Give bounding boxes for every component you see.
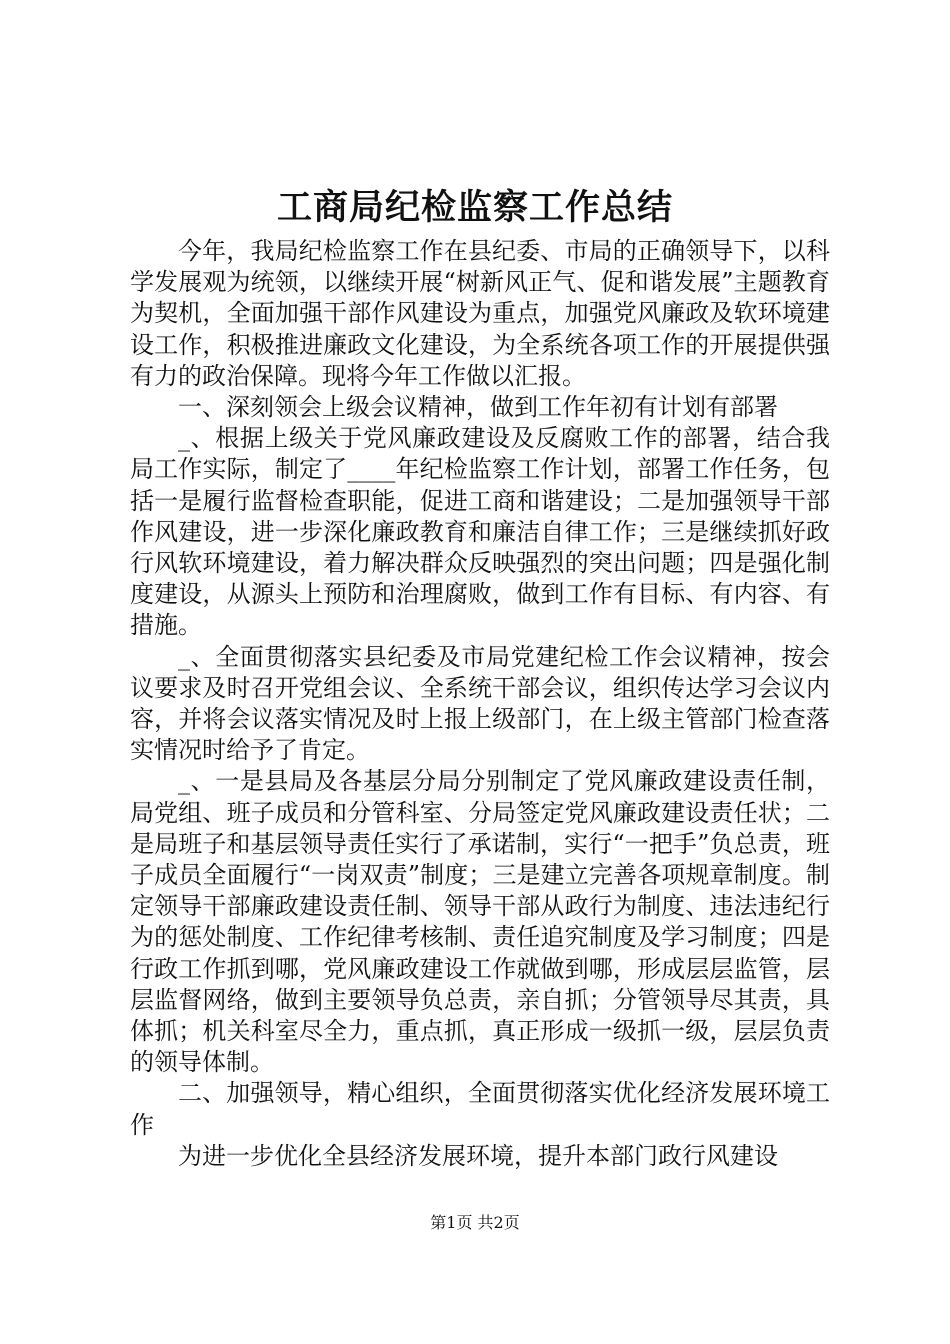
paragraph-responsibility: _、一是县局及各基层分局分别制定了党风廉政建设责任制，局党组、班子成员和分管科室、分局签定党风廉政建设责任状；二是局班子和基层领导责任实行了承诺制，实行“一把手”负总责，班子成员全面履行“一岗双责”制度；三是建立完善各项规章制度。制定领导干部廉政建设责任制、领导干部从政行为制度、违法违纪行为的惩处制度、工作纪律考核制、责任追究制度及学习制度；四是行政工作抓到哪，党风廉政建设工作就做到哪，形成层层监管，层层监督网络，做到主要领导负总责，亲自抓；分管领导尽其责，具体抓；机关科室尽全力，重点抓，真正形成一级抓一级，层层负责的领导体制。 [130,767,830,1077]
document-title: 工商局纪检监察工作总结 [276,187,673,228]
paragraph-environment: 为进一步优化全县经济发展环境，提升本部门政行风建设 [178,1141,778,1170]
section-heading-2: 二、加强领导，精心组织，全面贯彻落实优化经济发展环境工作 [130,1079,830,1139]
paragraph-intro: 今年，我局纪检监察工作在县纪委、市局的正确领导下，以科学发展观为统领，以继续开展“树新风正气、促和谐发展”主题教育为契机，全面加强干部作风建设为重点，加强党风廉政及软环境建设工作，积极推进廉政文化建设，为全系统各项工作的开展提供强有力的政治保障。现将今年工作做以汇报。 [130,237,830,390]
paragraph-meeting: _、全面贯彻落实县纪委及市局党建纪检工作会议精神，按会议要求及时召开党组会议、全系统干部会议，组织传达学习会议内容，并将会议落实情况及时上报上级部门，在上级主管部门检查落实情况时给予了肯定。 [130,642,830,765]
paragraph-plan: _、根据上级关于党风廉政建设及反腐败工作的部署，结合我局工作实际，制定了____年纪检监察工作计划，部署工作任务，包括一是履行监督检查职能，促进工商和谐建设；二是加强领导干部作风建设，进一步深化廉政教育和廉洁自律工作；三是继续抓好政行风软环境建设，着力解决群众反映强烈的突出问题；四是强化制度建设，从源头上预防和治理腐败，做到工作有目标、有内容、有措施。 [130,424,830,640]
document-body [130,236,830,1172]
page-number-footer: 第1页 共2页 [430,1213,520,1232]
section-heading-1: 一、深刻领会上级会议精神，做到工作年初有计划有部署 [178,393,778,422]
